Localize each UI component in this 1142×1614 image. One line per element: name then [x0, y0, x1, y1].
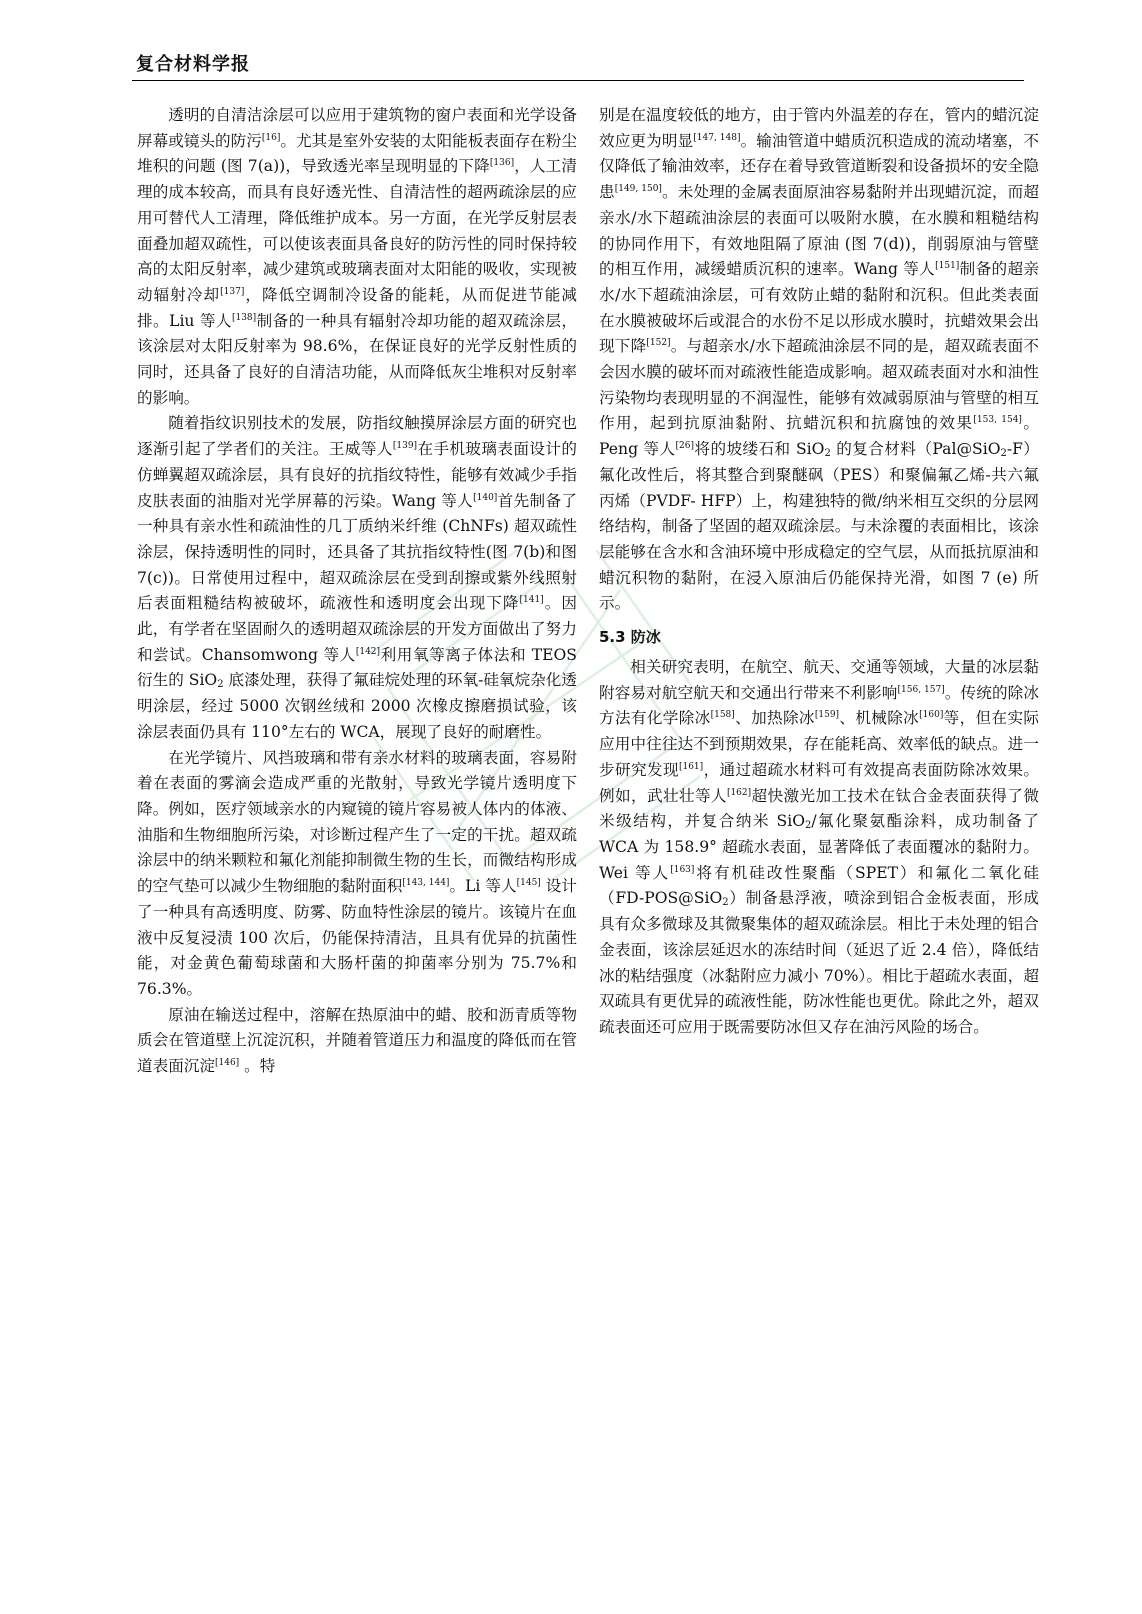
citation: [156, 157]: [897, 684, 945, 695]
paragraph-anti-icing: [599, 655, 1039, 1041]
citation: [142]: [355, 646, 381, 657]
text: 底漆处理，获得了氟硅烷处理的环氧-硅氧烷杂化透明涂层，经过 5000 次钢丝绒和 2000 次橡皮擦磨损试验，该涂层表面仍具有 110°左右的 WCA，展现了良好的耐磨性。: [137, 671, 577, 741]
text: 超快激光加工技术在钛合金表面获得了微米级结构，并复合纳米 SiO: [599, 786, 1039, 831]
citation: [140]: [473, 492, 498, 503]
citation: [16]: [261, 132, 281, 143]
text: 。与超亲水/水下超疏油涂层不同的是，超双疏表面不会因水膜的破坏而对疏液性能造成影响。超双疏表面对水和油性污染物均表现明显的不润湿性，能够有效减弱原油与管壁的相互作用，起到抗原油黏附、抗蜡沉积和抗腐蚀的效果: [599, 337, 1039, 433]
text: 、加热除冰: [734, 709, 815, 728]
text: ）制备悬浮液，喷涂到铝合金板表面，形成具有众多微球及其微聚集体的超双疏涂层。相比于未处理的铝合金表面，该涂层延迟水的冻结时间（延迟了近 2.4 倍），降低结冰的粘结强度（冰黏附应力减小 70%）。相比于超疏水表面，超双疏具有更优异的疏液性能，防冰性能也更优。除此之外，超双疏表面还可应用于既需要防冰但又存在油污风险的场合。: [599, 889, 1039, 1036]
text: 利用氧等离子体法和 TEOS 衍生的 SiO: [137, 645, 577, 690]
citation: [26]: [675, 441, 694, 452]
paragraph-self-cleaning: [137, 103, 577, 411]
citation: [145]: [516, 878, 541, 889]
text: 等，但在实际应用中往往达不到预期效果，存在能耗高、效率低的缺点。进一步研究发现: [599, 709, 1039, 779]
journal-title: 复合材料学报: [136, 54, 250, 75]
text: 制备的一种具有辐射冷却功能的超双疏涂层，该涂层对太阳反射率为 98.6%，在保证良好的光学反射性质的同时，还具备了良好的自清洁功能，从而降低灰尘堆积对反射率的影响。: [137, 311, 577, 407]
right-column: [599, 103, 1039, 1041]
text: 。输油管道中蜡质沉积造成的流动堵塞，不仅降低了输油效率，还存在着导致管道断裂和设备损坏的安全隐患: [599, 131, 1039, 202]
subscript: 2: [217, 679, 224, 691]
text: 。未处理的金属表面原油容易黏附并出现蜡沉淀，而超亲水/水下超疏油涂层的表面可以吸附水膜，在水膜和粗糙结构的协同作用下，有效地阻隔了原油 (图 7(d))，削弱原油与管壁的相互作用，减缓蜡质沉积的速率。Wang 等人: [599, 183, 1039, 279]
citation: [139]: [392, 441, 418, 452]
citation: [161]: [678, 761, 704, 772]
text: 随着指纹识别技术的发展，防指纹触摸屏涂层方面的研究也逐渐引起了学者们的关注。王威等人: [137, 414, 577, 459]
text: 制备的超亲水/水下超疏油涂层，可有效防止蜡的黏附和沉积。但此类表面在水膜被破坏后或混合的水份不足以形成水膜时，抗蜡效果会出现下降: [599, 260, 1039, 356]
text: 。尤其是室外安装的太阳能板表面存在粉尘堆积的问题 (图 7(a))，导致透光率呈现明显的下降: [137, 131, 577, 176]
paragraph-anti-fingerprint: [137, 411, 577, 745]
left-column: [137, 103, 577, 1080]
text: 首先制备了一种具有亲水性和疏油性的几丁质纳米纤维 (ChNFs) 超双疏性涂层，保持透明性的同时，还具备了其抗指纹特性(图 7(b)和图 7(c))。日常使用过程中，超双疏涂层在受到刮擦或紫外线照射后表面粗糙结构被破坏，疏液性和透明度会出现下降: [137, 491, 577, 613]
citation: [137]: [220, 286, 245, 297]
paragraph-crude-oil: [137, 1003, 577, 1080]
text: ，降低空调制冷设备的能耗，从而促进节能减排。Liu 等人: [137, 285, 577, 330]
text: -F）氟化改性后，将其整合到聚醚砜（PES）和聚偏氟乙烯-共六氟丙烯（PVDF- HFP）上，构建独特的微/纳米相互交织的分层网络结构，制备了坚固的超双疏涂层。与未涂覆的表面相比，该涂层能够在含水和含油环境中形成稳定的空气层，从而抵抗原油和蜡沉积物的黏附，在浸入原油后仍能保持光滑，如图 7 (e) 所示。: [599, 440, 1039, 613]
subscript: 2: [722, 897, 729, 909]
citation: [136]: [489, 158, 515, 169]
citation: [138]: [231, 312, 257, 323]
text: ，人工清理的成本较高，而具有良好透光性、自清洁性的超两疏涂层的应用可替代人工清理，降低维护成本。另一方面，在光学反射层表面叠加超双疏性，可以使该表面具备良好的防污性的同时保持较高的太阳反射率，减少建筑或玻璃表面对太阳能的吸收，实现被动辐射冷却: [137, 157, 577, 304]
text: 将的坡缕石和 SiO: [693, 440, 825, 459]
text: 。因此，有学者在坚固耐久的透明超双疏涂层的开发方面做出了努力和尝试。Chansomwong 等人: [137, 594, 577, 664]
citation: [153, 154]: [973, 415, 1022, 426]
text: 别是在温度较低的地方，由于管内外温差的存在，管内的蜡沉淀效应更为明显: [599, 106, 1039, 150]
text: 。Peng 等人: [599, 414, 1039, 459]
text: ，通过超疏水材料可有效提高表面防除冰效果。例如，武壮壮等人: [599, 760, 1039, 805]
header-rule: [132, 80, 1024, 81]
citation: [141]: [519, 595, 544, 606]
subscript: 2: [1000, 448, 1007, 460]
citation: [149, 150]: [614, 184, 662, 195]
citation: [163]: [670, 864, 695, 875]
citation: [143, 144]: [402, 878, 450, 889]
citation: [160]: [919, 710, 944, 721]
subscript: 2: [804, 820, 812, 832]
subscript: 2: [824, 448, 831, 460]
citation: [146]: [214, 1058, 240, 1069]
citation: [147, 148]: [693, 132, 741, 143]
text: 原油在输送过程中，溶解在热原油中的蜡、胶和沥青质等物质会在管道壁上沉淀沉积，并随着管道压力和温度的降低而在管道表面沉淀: [137, 1005, 577, 1076]
text: 的复合材料（Pal@SiO: [830, 440, 1001, 459]
text: 。传统的除冰方法有化学除冰: [599, 683, 1039, 728]
text: 、机械除冰: [839, 709, 920, 728]
paragraph-anti-fog: [137, 746, 577, 1003]
text: 透明的自清洁涂层可以应用于建筑物的窗户表面和光学设备屏幕或镜头的防污: [137, 106, 577, 150]
citation: [159]: [814, 710, 840, 721]
text: 。特: [239, 1057, 276, 1076]
text: 在光学镜片、风挡玻璃和带有亲水材料的玻璃表面，容易附着在表面的雾滴会造成严重的光散射，导致光学镜片透明度下降。例如，医疗领域亲水的内窥镜的镜片容易被人体内的体液、油脂和生物细胞所污染，对诊断过程产生了一定的干扰。超双疏涂层中的纳米颗粒和氟化剂能抑制微生物的生长，而微结构形成的空气垫可以减少生物细胞的黏附面积: [137, 748, 577, 896]
text: 将有机硅改性聚酯（SPET）和氟化二氧化硅（FD-POS@SiO: [599, 863, 1039, 908]
citation: [158]: [710, 710, 735, 721]
section-heading: 5.3 防冰: [599, 628, 661, 647]
citation: [151]: [935, 261, 960, 272]
text: 在手机玻璃表面设计的仿蝉翼超双疏涂层，具有良好的抗指纹特性，能够有效减少手指皮肤表面的油脂对光学屏幕的污染。Wang 等人: [137, 440, 577, 510]
citation: [152]: [646, 338, 671, 349]
text: 。Li 等人: [449, 877, 517, 896]
text: /氟化聚氨酯涂料，成功制备了 WCA 为 158.9° 超疏水表面，显著降低了表面覆冰的黏附力。Wei 等人: [599, 812, 1039, 882]
citation: [162]: [726, 787, 752, 798]
text: 相关研究表明，在航空、航天、交通等领域，大量的冰层黏附容易对航空航天和交通出行带来不利影响: [599, 658, 1039, 702]
paragraph-anti-wax: [599, 103, 1039, 617]
text: 设计了一种具有高透明度、防雾、防血特性涂层的镜片。该镜片在血液中反复浸渍 100 次后，仍能保持清洁，且具有优异的抗菌性能，对金黄色葡萄球菌和大肠杆菌的抑菌率分别为 75.7%和 76.3%。: [137, 877, 577, 998]
